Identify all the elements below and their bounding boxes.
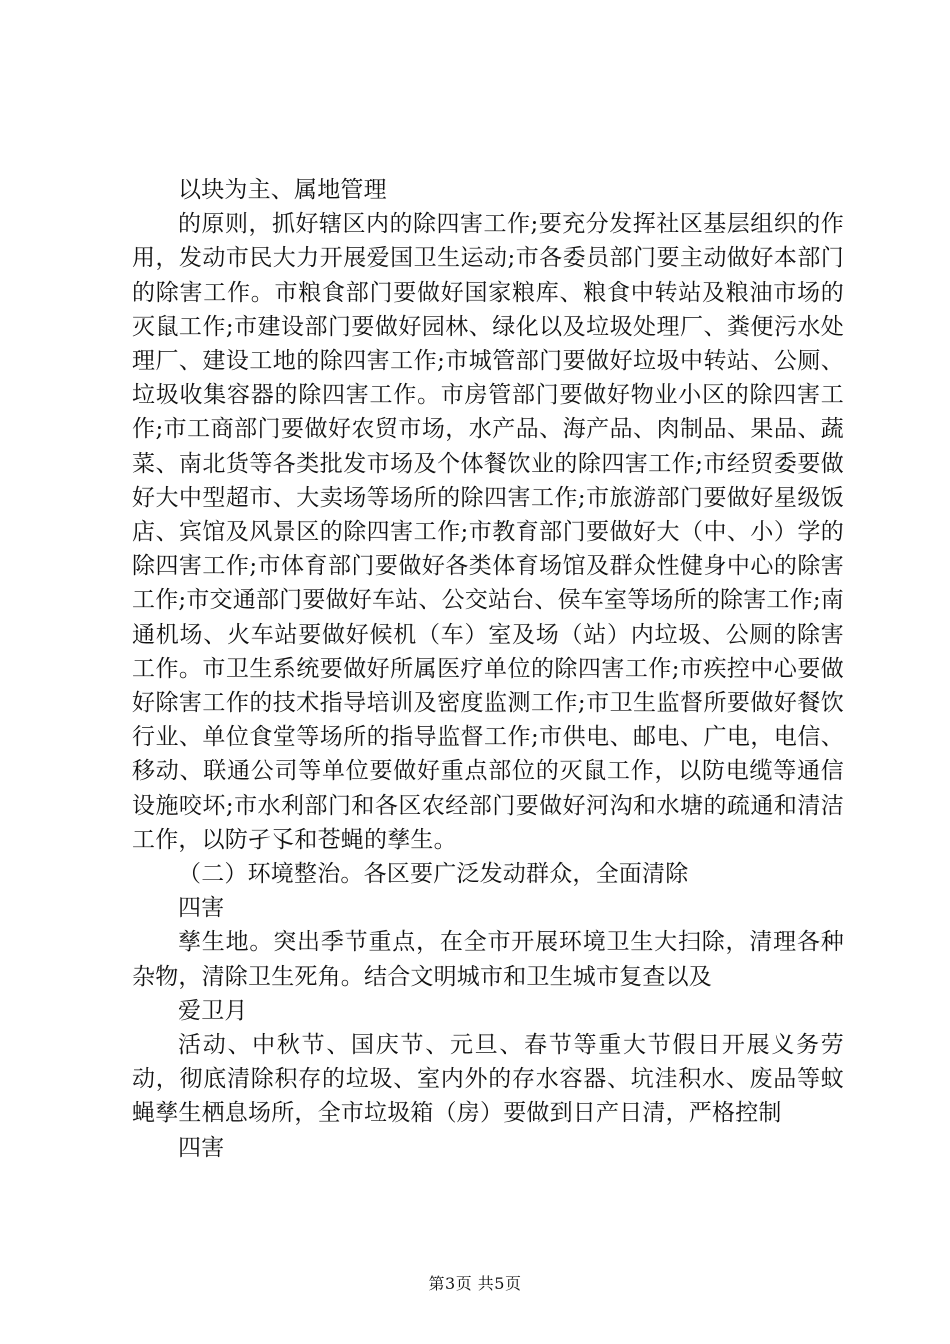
paragraph-1: 以块为主、属地管理	[178, 177, 387, 203]
paragraph-2: 的原则，抓好辖区内的除四害工作;要充分发挥社区基层组织的作用，发动市民大力开展爱国卫生运动;市各委员部门要主动做好本部门的除害工作。市粮食部门要做好国家粮库、粮食中转站及粮油市场的灭鼠工作;市建设部门要做好园林、绿化以及垃圾处理厂、粪便污水处理厂、建设工地的除四害工作;市城管部门要做好垃圾中转站、公厕、垃圾收集容器的除四害工作。市房管部门要做好物业小区的除四害工作;市工商部门要做好农贸市场，水产品、海产品、肉制品、果品、蔬菜、南北货等各类批发市场及个体餐饮业的除四害工作;市经贸委要做好大中型超市、大卖场等场所的除四害工作;市旅游部门要做好星级饭店、宾馆及风景区的除四害工作;市教育部门要做好大（中、小）学的除四害工作;市体育部门要做好各类体育场馆及群众性健身中心的除害工作;市交通部门要做好车站、公交站台、侯车室等场所的除害工作;南通机场、火车站要做好候机（车）室及场（站）内垃圾、公厕的除害工作。市卫生系统要做好所属医疗单位的除四害工作;市疾控中心要做好除害工作的技术指导培训及密度监测工作;市卫生监督所要做好餐饮行业、单位食堂等场所的指导监督工作;市供电、邮电、广电，电信、移动、联通公司等单位要做好重点部位的灭鼠工作，以防电缆等通信设施咬坏;市水利部门和各区农经部门要做好河沟和水塘的疏通和清洁工作，以防孑孓和苍蝇的孳生。	[132, 211, 844, 853]
paragraph-4: 四害	[178, 895, 225, 922]
paragraph-8: 四害	[178, 1134, 225, 1161]
body-text	[132, 173, 844, 1165]
page-footer: 第3页 共5页	[428, 1274, 522, 1293]
paragraph-7: 活动、中秋节、国庆节、元旦、春节等重大节假日开展义务劳动，彻底清除积存的垃圾、室内外的存水容器、坑洼积水、废品等蚊蝇孳生栖息场所，全市垃圾箱（房）要做到日产日清，严格控制	[132, 1032, 844, 1127]
paragraph-6: 爱卫月	[178, 997, 248, 1024]
paragraph-5: 孳生地。突出季节重点，在全市开展环境卫生大扫除，清理各种杂物，清除卫生死角。结合文明城市和卫生城市复查以及	[132, 929, 844, 990]
paragraph-3: （二）环境整治。各区要广泛发动群众，全面清除	[178, 861, 689, 888]
